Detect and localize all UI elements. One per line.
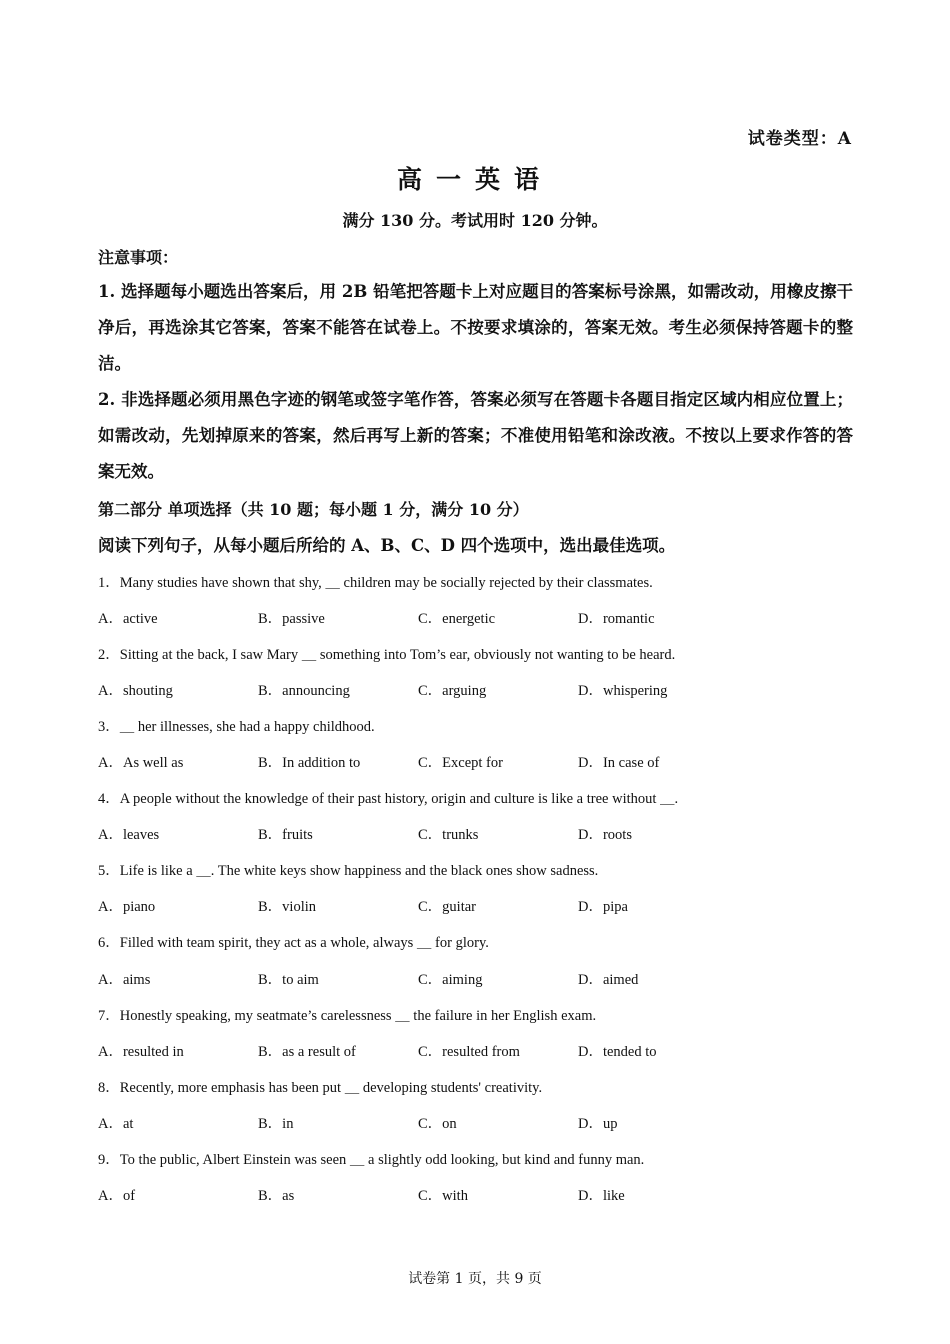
option-b: B．fruits [258, 827, 313, 843]
option-d: D．In case of [578, 755, 660, 771]
section-heading: 第二部分 单项选择（共 10 题；每小题 1 分，满分 10 分） [98, 500, 529, 519]
option-d: D．whispering [578, 683, 668, 699]
option-a: A．leaves [98, 827, 160, 843]
option-d: D．like [578, 1188, 625, 1204]
question-options [98, 823, 798, 845]
option-a: A．piano [98, 899, 156, 915]
question-options [98, 895, 798, 917]
question-stem: 2．Sitting at the back, I saw Mary ＿ something into Tom’s ear, obviously not wanting to be heard. [98, 647, 676, 663]
option-b: B．passive [258, 611, 325, 627]
option-b: B．in [258, 1116, 294, 1132]
notice-heading: 注意事项： [98, 248, 179, 267]
option-d: D．tended to [578, 1044, 657, 1060]
option-b: B．to aim [258, 972, 319, 988]
question-stem: 3．＿ her illnesses, she had a happy childhood. [98, 719, 375, 735]
option-b: B．announcing [258, 683, 350, 699]
section-instruction: 阅读下列句子，从每小题后所给的 A、B、C、D 四个选项中，选出最佳选项。 [98, 536, 676, 555]
question-stem: 4．A people without the knowledge of their past history, origin and culture is like a tree without ＿. [98, 791, 679, 807]
question-stem: 9．To the public, Albert Einstein was seen ＿ a slightly odd looking, but kind and funny man. [98, 1152, 645, 1168]
option-c: C．aiming [418, 972, 483, 988]
page-footer: 试卷第 1 页，共 9 页 [408, 1271, 542, 1287]
option-b: B．as [258, 1188, 295, 1204]
option-a: A．of [98, 1188, 136, 1204]
option-b: B．as a result of [258, 1044, 356, 1060]
option-a: A．active [98, 611, 158, 627]
option-d: D．up [578, 1116, 618, 1132]
notice-item: 1. 选择题每小题选出答案后，用 2B 铅笔把答题卡上对应题目的答案标号涂黑，如需改动，用橡皮擦干净后，再选涂其它答案，答案不能答在试卷上。不按要求填涂的，答案无效。考生必须保持答题卡的整洁。 [98, 282, 853, 373]
option-d: D．romantic [578, 611, 655, 627]
option-d: D．pipa [578, 899, 628, 915]
question-stem: 7．Honestly speaking, my seatmate’s carelessness ＿ the failure in her English exam. [98, 1008, 597, 1024]
question-options [98, 607, 798, 629]
option-a: A．resulted in [98, 1044, 184, 1060]
option-c: C．Except for [418, 755, 503, 771]
option-c: C．guitar [418, 899, 476, 915]
paper-type-label: 试卷类型：A [747, 129, 852, 149]
option-d: D．aimed [578, 972, 639, 988]
option-b: B．In addition to [258, 755, 361, 771]
question-options [98, 751, 798, 773]
option-c: C．resulted from [418, 1044, 520, 1060]
exam-subtitle: 满分 130 分。考试用时 120 分钟。 [342, 211, 608, 230]
option-a: A．shouting [98, 683, 173, 699]
page-title: 高一英语 [396, 165, 553, 194]
question-stem: 5．Life is like a ＿. The white keys show happiness and the black ones show sadness. [98, 863, 599, 879]
option-a: A．As well as [98, 755, 184, 771]
option-d: D．roots [578, 827, 632, 843]
option-c: C．arguing [418, 683, 487, 699]
option-b: B．violin [258, 899, 317, 915]
question-options [98, 679, 798, 701]
question-options [98, 1184, 798, 1206]
notice-item: 2. 非选择题必须用黑色字迹的钢笔或签字笔作答，答案必须写在答题卡各题目指定区域内相应位置上；如需改动，先划掉原来的答案，然后再写上新的答案；不准使用铅笔和涂改液。不按以上要求作答的答案无效。 [98, 390, 853, 481]
question-stem: 1．Many studies have shown that shy, ＿ children may be socially rejected by their classmates. [98, 575, 653, 591]
question-options [98, 1040, 798, 1062]
option-c: C．trunks [418, 827, 479, 843]
option-c: C．energetic [418, 611, 496, 627]
option-c: C．on [418, 1116, 457, 1132]
question-stem: 6．Filled with team spirit, they act as a whole, always ＿ for glory. [98, 935, 489, 951]
question-options [98, 968, 798, 990]
option-a: A．aims [98, 972, 151, 988]
option-c: C．with [418, 1188, 468, 1204]
question-stem: 8．Recently, more emphasis has been put ＿ developing students' creativity. [98, 1080, 543, 1096]
option-a: A．at [98, 1116, 134, 1132]
question-options [98, 1112, 798, 1134]
